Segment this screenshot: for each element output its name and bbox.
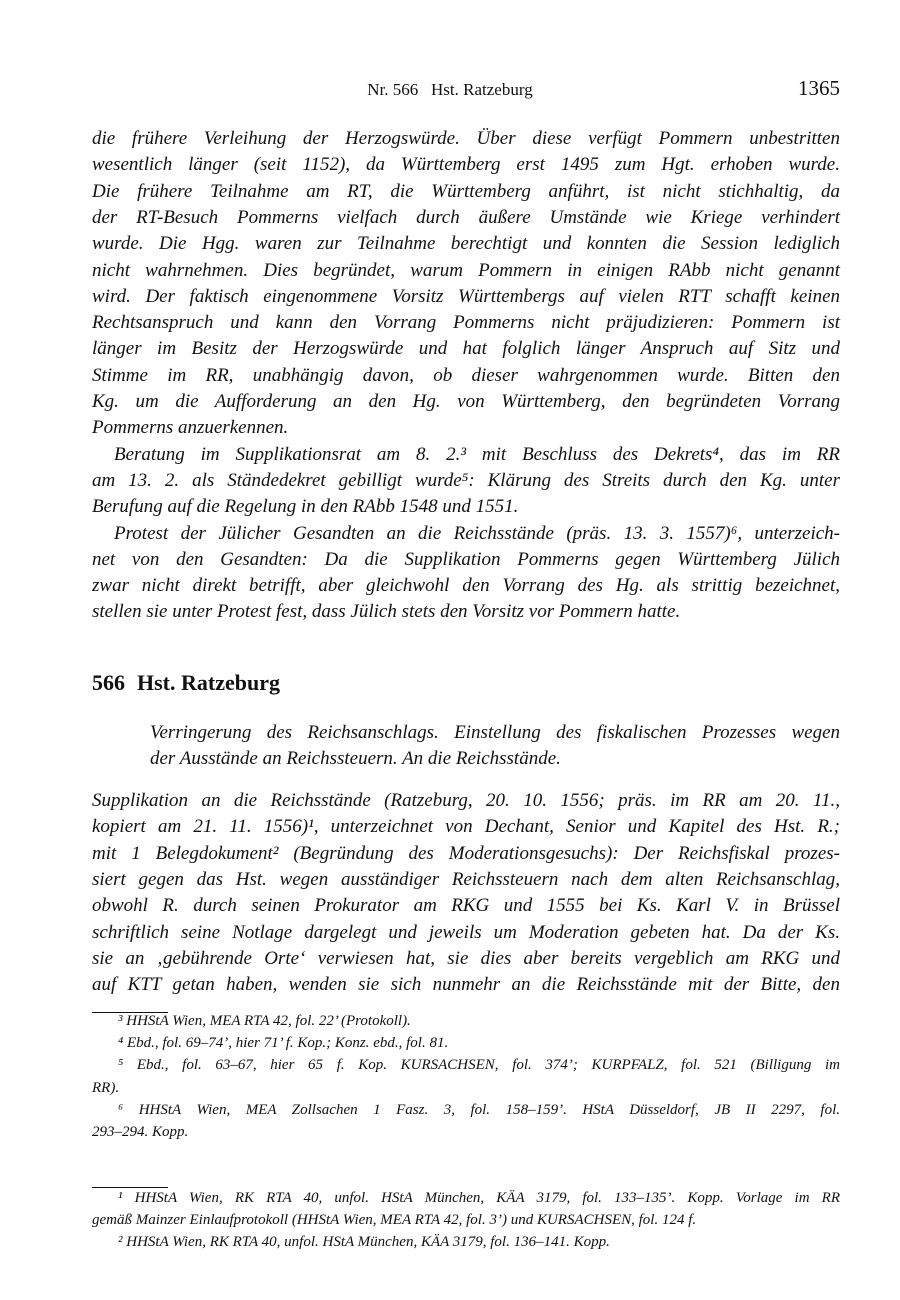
text-line: schriftlich seine Notlage dargelegt und jeweils um Moderation gebeten hat. Da der Ks. (92, 921, 840, 943)
text-line: Berufung auf die Regelung in den RAbb 1548 und 1551. (92, 496, 519, 518)
running-title: Nr. 566 Hst. Ratzeburg (367, 80, 533, 99)
page-number: 1365 (798, 76, 840, 100)
section-heading (92, 670, 292, 696)
text-line: am 13. 2. als Ständedekret gebilligt wurde⁵: Klärung des Streits durch den Kg. unter (92, 469, 840, 491)
footnote-line: ¹ HHStA Wien, RK RTA 40, unfol. HStA München, KÄA 3179, fol. 133–135’. Kopp. Vorlage im RR (118, 1190, 840, 1206)
text-line: zwar nicht direkt betrifft, aber gleichwohl den Vorrang des Hg. als strittig bezeichnet, (92, 575, 840, 597)
summary-line: der Ausstände an Reichssteuern. An die Reichsstände. (150, 748, 561, 770)
text-line: obwohl R. durch seinen Prokurator am RKG und 1555 bei Ks. Karl V. in Brüssel (92, 895, 840, 917)
text-line: länger im Besitz der Herzogswürde und hat folglich länger Anspruch auf Sitz und (92, 338, 840, 360)
text-line: der RT-Besuch Pommerns vielfach durch äußere Umstände wie Kriege verhindert (92, 206, 840, 228)
footnote-rule (92, 1187, 168, 1188)
text-line: mit 1 Belegdokument² (Begründung des Moderationsgesuchs): Der Reichsfiskal prozes- (92, 842, 840, 864)
text-line: nicht wahrnehmen. Dies begründet, warum Pommern in einigen RAbb nicht genannt (92, 259, 840, 281)
text-line: wesentlich länger (seit 1152), da Württemberg erst 1495 zum Hgt. erhoben wurde. (92, 154, 840, 176)
text-line: kopiert am 21. 11. 1556)¹, unterzeichnet von Dechant, Senior und Kapitel des Hst. R.; (92, 816, 840, 838)
text-line: Beratung im Supplikationsrat am 8. 2.³ mit Beschluss des Dekrets⁴, das im RR (114, 443, 840, 465)
footnote-line: ⁴ Ebd., fol. 69–74’, hier 71’ f. Kop.; Konz. ebd., fol. 81. (118, 1035, 449, 1052)
text-line: wird. Der faktisch eingenommene Vorsitz Württembergs auf vielen RTT schafft keinen (92, 285, 840, 307)
section-title: Hst. Ratzeburg (137, 670, 280, 695)
footnote-line: 293–294. Kopp. (92, 1124, 189, 1140)
text-line: Stimme im RR, unabhängig davon, ob dieser wahrgenommen wurde. Bitten den (92, 364, 840, 386)
footnote-line: ³ HHStA Wien, MEA RTA 42, fol. 22’ (Protokoll). (118, 1013, 411, 1029)
text-line: Rechtsanspruch und kann den Vorrang Pommerns nicht präjudizieren: Pommern ist (92, 312, 840, 334)
text-line: net von den Gesandten: Da die Supplikation Pommerns gegen Württemberg Jülich (92, 548, 840, 570)
text-line: Pommerns anzuerkennen. (92, 417, 289, 439)
text-line: Supplikation an die Reichsstände (Ratzeburg, 20. 10. 1556; präs. im RR am 20. 11., (92, 790, 840, 811)
text-line: sie an ‚gebührende Orte‘ verwiesen hat, sie dies aber bereits vergeblich am RKG und (92, 947, 840, 969)
text-line: die frühere Verleihung der Herzogswürde. Über diese verfügt Pommern unbestritten (92, 128, 840, 149)
text-line: stellen sie unter Protest fest, dass Jülich stets den Vorsitz vor Pommern hatte. (92, 601, 681, 623)
text-line: Protest der Jülicher Gesandten an die Reichsstände (präs. 13. 3. 1557)⁶, unterzeich- (114, 522, 840, 544)
text-line: siert gegen das Hst. wegen ausständiger Reichssteuern nach dem alten Reichsanschlag, (92, 868, 840, 890)
footnote-line: gemäß Mainzer Einlaufprotokoll (HHStA Wien, MEA RTA 42, fol. 3’) und KURSACHSEN, fol. 124 f. (92, 1212, 697, 1229)
text-line: Die frühere Teilnahme am RT, die Württemberg anführt, ist nicht stichhaltig, da (92, 180, 840, 202)
footnote-line: RR). (92, 1079, 120, 1096)
text-line: Kg. um die Aufforderung an den Hg. von Württemberg, den begründeten Vorrang (92, 391, 840, 412)
footnote-line: ² HHStA Wien, RK RTA 40, unfol. HStA München, KÄA 3179, fol. 136–141. Kopp. (118, 1234, 610, 1251)
section-number: 566 (92, 670, 125, 695)
text-line: auf KTT getan haben, wenden sie sich nunmehr an die Reichsstände mit der Bitte, den (92, 974, 840, 996)
summary-line: Verringerung des Reichsanschlags. Einstellung des fiskalischen Prozesses wegen (150, 722, 840, 743)
footnote-line: ⁶ HHStA Wien, MEA Zollsachen 1 Fasz. 3, fol. 158–159’. HStA Düsseldorf, JB II 2297, fol. (118, 1101, 840, 1118)
text-line: wurde. Die Hgg. waren zur Teilnahme berechtigt und konnten die Session lediglich (92, 233, 840, 255)
footnote-line: ⁵ Ebd., fol. 63–67, hier 65 f. Kop. KURSACHSEN, fol. 374’; KURPFALZ, fol. 521 (Billigung im (118, 1057, 840, 1074)
